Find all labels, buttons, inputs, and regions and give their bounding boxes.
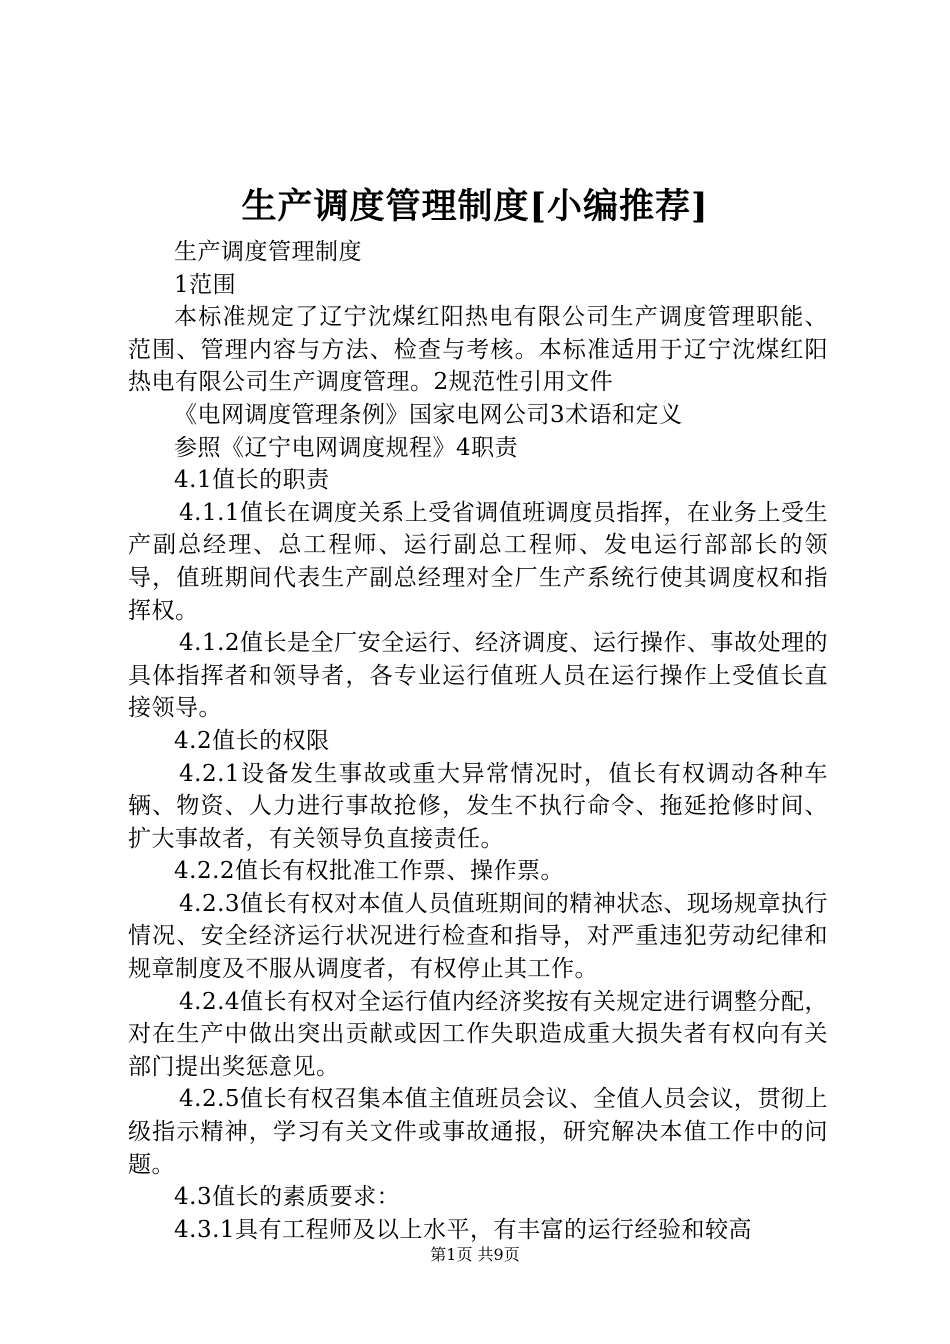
paragraph: 4.3值长的素质要求： bbox=[174, 1184, 401, 1211]
paragraph: 4.2值长的权限 bbox=[174, 727, 330, 754]
document-title: 生产调度管理制度[小编推荐] bbox=[241, 186, 709, 227]
paragraph: 4.2.1设备发生事故或重大异常情况时，值长有权调动各种车辆、物资、人力进行事故抢修，发生不执行命令、拖延抢修时间、扩大事故者，有关领导负直接责任。 bbox=[128, 760, 828, 852]
paragraph: 4.1.1值长在调度关系上受省调值班调度员指挥，在业务上受生产副总经理、总工程师、运行副总工程师、发电运行部部长的领导，值班期间代表生产副总经理对全厂生产系统行使其调度权和指挥权。 bbox=[128, 499, 828, 624]
paragraph: 1范围 bbox=[174, 271, 237, 298]
paragraph: 参照《辽宁电网调度规程》4职责 bbox=[174, 434, 519, 461]
paragraph: 4.2.5值长有权召集本值主值班员会议、全值人员会议，贯彻上级指示精神，学习有关文件或事故通报，研究解决本值工作中的问题。 bbox=[128, 1086, 828, 1178]
document-body bbox=[128, 236, 828, 1246]
paragraph: 《电网调度管理条例》国家电网公司3术语和定义 bbox=[174, 401, 683, 428]
paragraph: 4.2.3值长有权对本值人员值班期间的精神状态、现场规章执行情况、安全经济运行状况进行检查和指导，对严重违犯劳动纪律和规章制度及不服从调度者，有权停止其工作。 bbox=[128, 890, 828, 983]
paragraph: 4.3.1具有工程师及以上水平，有丰富的运行经验和较高 bbox=[174, 1216, 753, 1243]
paragraph: 4.1.2值长是全厂安全运行、经济调度、运行操作、事故处理的具体指挥者和领导者，各专业运行值班人员在运行操作上受值长直接领导。 bbox=[128, 630, 828, 722]
paragraph: 4.2.2值长有权批准工作票、操作票。 bbox=[174, 858, 565, 885]
paragraph: 4.1值长的职责 bbox=[174, 467, 330, 494]
paragraph: 生产调度管理制度 bbox=[174, 239, 362, 265]
paragraph: 本标准规定了辽宁沈煤红阳热电有限公司生产调度管理职能、范围、管理内容与方法、检查与考核。本标准适用于辽宁沈煤红阳热电有限公司生产调度管理。2规范性引用文件 bbox=[128, 304, 828, 396]
paragraph: 4.2.4值长有权对全运行值内经济奖按有关规定进行调整分配，对在生产中做出突出贡献或因工作失职造成重大损失者有权向有关部门提出奖惩意见。 bbox=[128, 988, 828, 1080]
page-footer: 第1页 共9页 bbox=[430, 1245, 520, 1264]
